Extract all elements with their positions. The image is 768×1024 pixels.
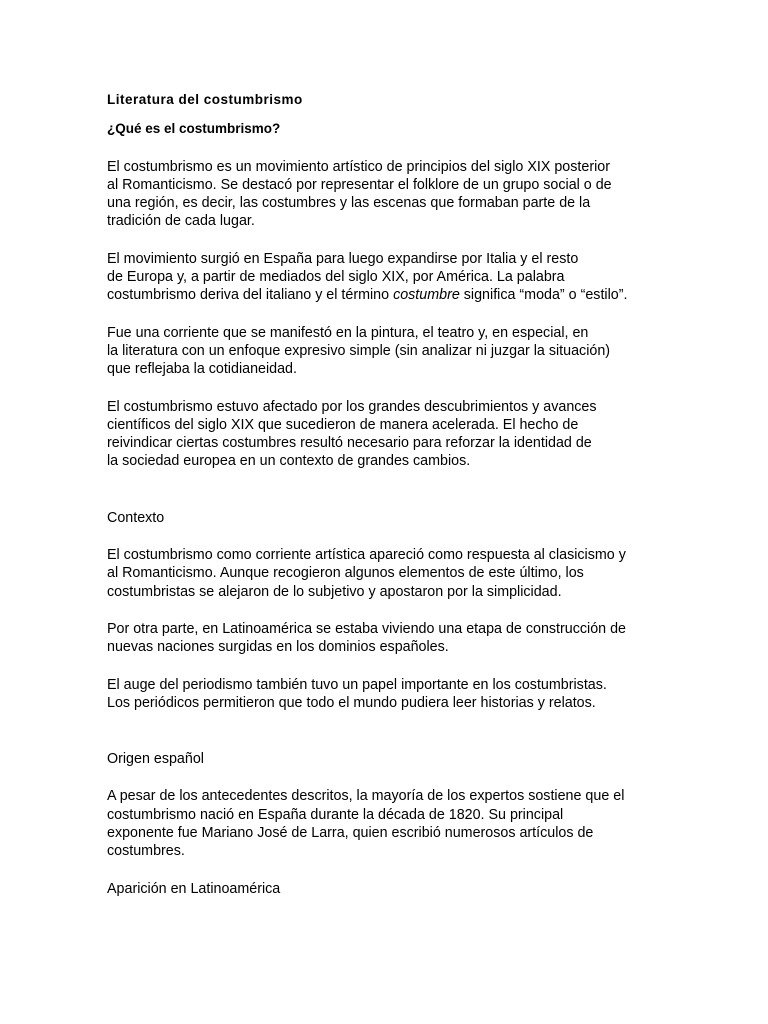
document-page <box>107 91 667 917</box>
document-title: Literatura del costumbrismo <box>107 92 303 107</box>
text-line: la sociedad europea en un contexto de grandes cambios. <box>107 453 471 470</box>
text-line: Fue una corriente que se manifestó en la pintura, el teatro y, en especial, en <box>107 324 589 341</box>
text-line: El movimiento surgió en España para luego expandirse por Italia y el resto <box>107 250 579 267</box>
paragraph-latin-america <box>107 620 667 657</box>
text-segment: significa “moda” o “estilo”. <box>459 287 628 304</box>
text-line: reivindicar ciertas costumbres resultó necesario para reforzar la identidad de <box>107 435 592 452</box>
text-line: una región, es decir, las costumbres y las escenas que formaban parte de la <box>107 195 591 212</box>
paragraph-science <box>107 398 667 471</box>
text-line: A pesar de los antecedentes descritos, la mayoría de los expertos sostiene que el <box>107 788 625 805</box>
paragraph-journalism <box>107 676 667 713</box>
text-line: Los periódicos permitieron que todo el mundo pudiera leer historias y relatos. <box>107 694 596 711</box>
paragraph-spanish-origin <box>107 787 667 860</box>
section-heading-origen: Origen español <box>107 751 204 768</box>
paragraph-manifestation <box>107 324 667 379</box>
text-line: exponente fue Mariano José de Larra, quien escribió numerosos artículos de <box>107 825 594 842</box>
text-line: costumbrismo nació en España durante la década de 1820. Su principal <box>107 806 564 823</box>
text-line: al Romanticismo. Se destacó por representar el folklore de un grupo social o de <box>107 176 612 193</box>
text-line: costumbristas se alejaron de lo subjetivo y apostaron por la simplicidad. <box>107 583 562 600</box>
italic-term: costumbre <box>393 287 460 304</box>
text-line: costumbres. <box>107 843 185 860</box>
spacer <box>107 490 667 509</box>
section-heading-aparicion: Aparición en Latinoamérica <box>107 880 281 897</box>
text-line: al Romanticismo. Aunque recogieron algunos elementos de este último, los <box>107 565 584 582</box>
text-line: El costumbrismo estuvo afectado por los grandes descubrimientos y avances <box>107 398 597 415</box>
text-line: la literatura con un enfoque expresivo simple (sin analizar ni juzgar la situación) <box>107 342 611 359</box>
paragraph-origin-spread <box>107 250 667 305</box>
paragraph-context-response <box>107 546 667 601</box>
text-segment: costumbrismo deriva del italiano y el término <box>107 287 394 304</box>
text-line <box>107 286 667 304</box>
section-heading-que-es: ¿Qué es el costumbrismo? <box>107 121 281 137</box>
text-line: de Europa y, a partir de mediados del siglo XIX, por América. La palabra <box>107 269 565 286</box>
text-line: que reflejaba la cotidianeidad. <box>107 361 297 378</box>
text-line: tradición de cada lugar. <box>107 213 255 230</box>
text-line: científicos del siglo XIX que sucedieron de manera acelerada. El hecho de <box>107 416 579 433</box>
section-heading-contexto: Contexto <box>107 509 165 526</box>
text-line: nuevas naciones surgidas en los dominios españoles. <box>107 639 449 656</box>
paragraph-definition <box>107 158 667 231</box>
text-line: El costumbrismo como corriente artística apareció como respuesta al clasicismo y <box>107 547 626 564</box>
text-line: El auge del periodismo también tuvo un papel importante en los costumbristas. <box>107 676 607 693</box>
text-line: Por otra parte, en Latinoamérica se estaba viviendo una etapa de construcción de <box>107 620 626 637</box>
spacer <box>107 731 667 750</box>
text-line: El costumbrismo es un movimiento artístico de principios del siglo XIX posterior <box>107 158 610 175</box>
